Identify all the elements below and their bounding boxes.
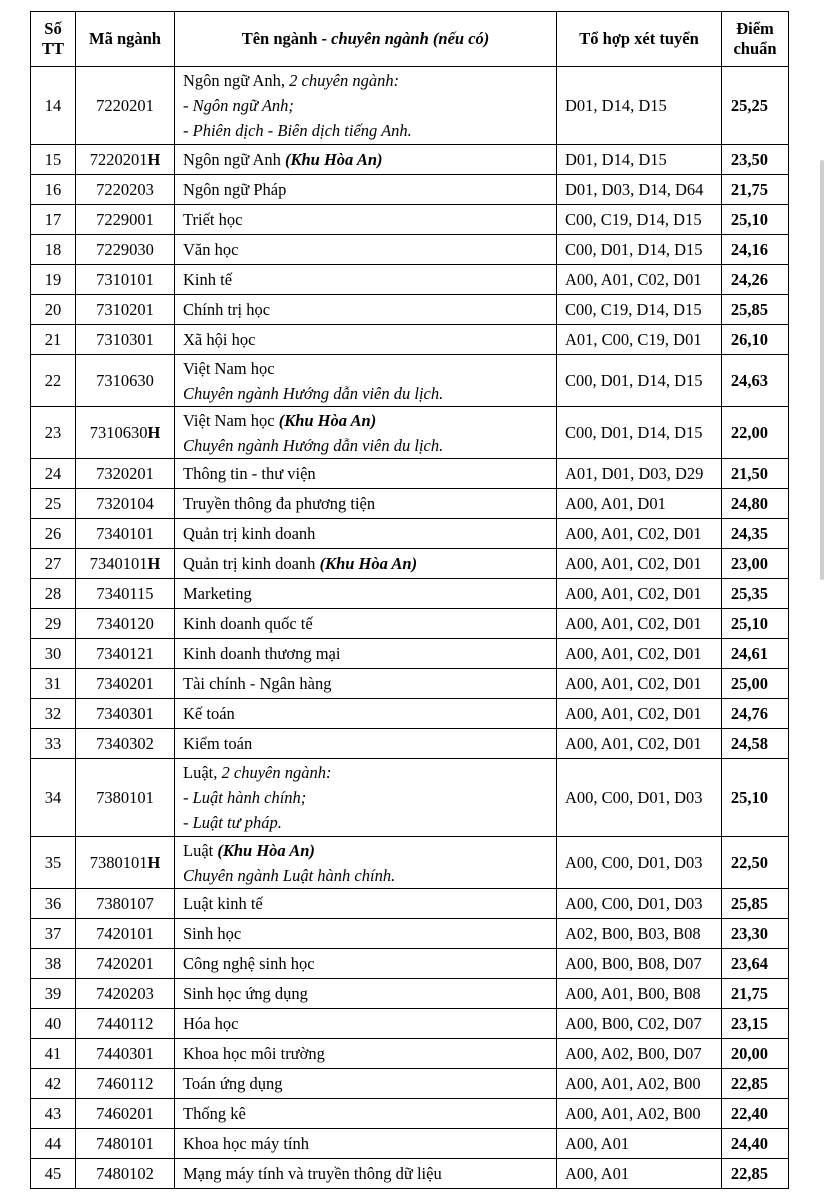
ma-nganh-suffix: H xyxy=(147,853,161,872)
cell-to-hop: A00, A01, D01 xyxy=(557,489,722,519)
ten-nganh-line: Khoa học máy tính xyxy=(183,1134,310,1153)
cell-stt: 45 xyxy=(31,1159,76,1189)
cell-diem-chuan: 22,85 xyxy=(722,1159,789,1189)
cell-stt: 35 xyxy=(31,837,76,889)
ten-nganh-line: Khoa học môi trường xyxy=(183,1044,325,1063)
cell-ten-nganh xyxy=(175,729,557,759)
cell-ma-nganh: 7340120 xyxy=(76,609,175,639)
cell-ten-nganh xyxy=(175,979,557,1009)
table-row xyxy=(31,459,789,489)
cell-to-hop: A00, A01, C02, D01 xyxy=(557,265,722,295)
cell-to-hop: A02, B00, B03, B08 xyxy=(557,919,722,949)
cell-stt: 32 xyxy=(31,699,76,729)
cell-diem-chuan: 25,10 xyxy=(722,759,789,837)
cell-ten-nganh xyxy=(175,919,557,949)
cell-ma-nganh: 7310630H xyxy=(76,407,175,459)
table-row xyxy=(31,579,789,609)
scrollbar[interactable] xyxy=(820,160,824,580)
ten-nganh-line: Marketing xyxy=(183,584,252,603)
cell-stt: 17 xyxy=(31,205,76,235)
table-row xyxy=(31,1159,789,1189)
table-row xyxy=(31,759,789,837)
table-header-row xyxy=(31,12,789,67)
table-row xyxy=(31,175,789,205)
ten-nganh-line: Kinh doanh quốc tế xyxy=(183,614,313,633)
cell-diem-chuan: 25,25 xyxy=(722,67,789,145)
ten-nganh-line: Luật kinh tế xyxy=(183,894,263,913)
cell-ma-nganh: 7340101 xyxy=(76,519,175,549)
cell-diem-chuan: 25,35 xyxy=(722,579,789,609)
cell-diem-chuan: 24,16 xyxy=(722,235,789,265)
cell-ten-nganh xyxy=(175,459,557,489)
cell-ten-nganh xyxy=(175,889,557,919)
table-body xyxy=(31,67,789,1189)
ten-nganh-line: Truyền thông đa phương tiện xyxy=(183,494,376,513)
ten-nganh-line: Chính trị học xyxy=(183,300,271,319)
cell-stt: 43 xyxy=(31,1099,76,1129)
ten-nganh-line: Chuyên ngành Hướng dẫn viên du lịch. xyxy=(183,383,444,403)
ma-nganh-suffix: H xyxy=(147,423,161,442)
ten-nganh-line: Việt Nam học xyxy=(183,358,275,378)
cell-ten-nganh xyxy=(175,265,557,295)
cell-ten-nganh xyxy=(175,699,557,729)
cell-stt: 31 xyxy=(31,669,76,699)
cell-to-hop: A00, B00, C02, D07 xyxy=(557,1009,722,1039)
table-row xyxy=(31,979,789,1009)
cell-diem-chuan: 25,10 xyxy=(722,205,789,235)
cell-ma-nganh: 7220203 xyxy=(76,175,175,205)
ten-nganh-line: - Luật hành chính; xyxy=(183,788,307,807)
ten-nganh-line: Sinh học xyxy=(183,924,242,943)
cell-ma-nganh: 7320104 xyxy=(76,489,175,519)
cell-to-hop: A00, A01, C02, D01 xyxy=(557,519,722,549)
cell-ten-nganh xyxy=(175,1039,557,1069)
table-row xyxy=(31,669,789,699)
cell-to-hop: A00, A02, B00, D07 xyxy=(557,1039,722,1069)
ten-nganh-line: Công nghệ sinh học xyxy=(183,954,315,973)
cell-ma-nganh: 7460112 xyxy=(76,1069,175,1099)
ten-nganh-line: Xã hội học xyxy=(183,330,256,349)
cell-ten-nganh xyxy=(175,639,557,669)
ten-nganh-line: - Ngôn ngữ Anh; xyxy=(183,96,294,115)
cell-ten-nganh xyxy=(175,205,557,235)
cell-ten-nganh xyxy=(175,1099,557,1129)
cell-ma-nganh: 7480101 xyxy=(76,1129,175,1159)
ten-nganh-line: Kiểm toán xyxy=(183,734,253,753)
cell-ten-nganh xyxy=(175,235,557,265)
cell-diem-chuan: 21,75 xyxy=(722,175,789,205)
cell-diem-chuan: 22,00 xyxy=(722,407,789,459)
table-row xyxy=(31,729,789,759)
cell-ten-nganh xyxy=(175,1159,557,1189)
cell-ma-nganh: 7229030 xyxy=(76,235,175,265)
cell-ma-nganh: 7480102 xyxy=(76,1159,175,1189)
table-row xyxy=(31,295,789,325)
cell-stt: 42 xyxy=(31,1069,76,1099)
cell-ma-nganh: 7310630 xyxy=(76,355,175,407)
cell-diem-chuan: 24,63 xyxy=(722,355,789,407)
ten-nganh-line: Mạng máy tính và truyền thông dữ liệu xyxy=(183,1164,442,1183)
cell-ten-nganh xyxy=(175,489,557,519)
cell-to-hop: A01, C00, C19, D01 xyxy=(557,325,722,355)
cell-stt: 38 xyxy=(31,949,76,979)
table-row xyxy=(31,265,789,295)
header-to-hop: Tổ hợp xét tuyển xyxy=(557,12,722,67)
cell-ma-nganh: 7380101 xyxy=(76,759,175,837)
cell-ten-nganh xyxy=(175,579,557,609)
cell-to-hop: A00, A01, C02, D01 xyxy=(557,669,722,699)
cell-to-hop: A00, A01, A02, B00 xyxy=(557,1069,722,1099)
table-row xyxy=(31,1069,789,1099)
cell-stt: 39 xyxy=(31,979,76,1009)
ten-nganh-line: Toán ứng dụng xyxy=(183,1074,283,1093)
cell-ma-nganh: 7380101H xyxy=(76,837,175,889)
cell-ma-nganh: 7220201 xyxy=(76,67,175,145)
cell-ma-nganh: 7320201 xyxy=(76,459,175,489)
table-row xyxy=(31,519,789,549)
cell-stt: 21 xyxy=(31,325,76,355)
table-row xyxy=(31,489,789,519)
table-row xyxy=(31,699,789,729)
cell-ma-nganh: 7420101 xyxy=(76,919,175,949)
cell-ten-nganh xyxy=(175,1069,557,1099)
cell-stt: 16 xyxy=(31,175,76,205)
ma-nganh-suffix: H xyxy=(147,150,161,169)
cell-ma-nganh: 7310101 xyxy=(76,265,175,295)
table-row xyxy=(31,205,789,235)
cell-stt: 27 xyxy=(31,549,76,579)
table-row xyxy=(31,949,789,979)
cell-to-hop: D01, D14, D15 xyxy=(557,145,722,175)
cell-ten-nganh xyxy=(175,1129,557,1159)
ten-nganh-line: Chuyên ngành Luật hành chính. xyxy=(183,865,396,885)
cell-stt: 41 xyxy=(31,1039,76,1069)
cell-diem-chuan: 22,50 xyxy=(722,837,789,889)
header-ten-nganh: Tên ngành - chuyên ngành (nếu có) xyxy=(175,12,557,67)
cell-diem-chuan: 25,85 xyxy=(722,889,789,919)
ten-nganh-line: Luật (Khu Hòa An) xyxy=(183,840,315,860)
ten-nganh-line: Luật, 2 chuyên ngành: xyxy=(183,763,332,782)
ten-nganh-line: Sinh học ứng dụng xyxy=(183,984,308,1003)
cell-ma-nganh: 7220201H xyxy=(76,145,175,175)
cell-to-hop: A00, C00, D01, D03 xyxy=(557,837,722,889)
cell-diem-chuan: 24,26 xyxy=(722,265,789,295)
cell-ten-nganh xyxy=(175,949,557,979)
table-row xyxy=(31,1009,789,1039)
cell-diem-chuan: 25,00 xyxy=(722,669,789,699)
cell-stt: 22 xyxy=(31,355,76,407)
ten-nganh-line: Kế toán xyxy=(183,704,235,723)
cell-ten-nganh xyxy=(175,519,557,549)
ten-nganh-line: Văn học xyxy=(183,240,239,259)
cell-to-hop: C00, D01, D14, D15 xyxy=(557,407,722,459)
cell-diem-chuan: 23,50 xyxy=(722,145,789,175)
ten-nganh-line: Ngôn ngữ Anh (Khu Hòa An) xyxy=(183,150,383,169)
cell-stt: 18 xyxy=(31,235,76,265)
cell-ten-nganh xyxy=(175,837,557,889)
table-row xyxy=(31,549,789,579)
cell-to-hop: A00, A01, C02, D01 xyxy=(557,609,722,639)
cell-to-hop: C00, D01, D14, D15 xyxy=(557,235,722,265)
cell-to-hop: A00, A01, A02, B00 xyxy=(557,1099,722,1129)
cell-diem-chuan: 22,85 xyxy=(722,1069,789,1099)
cell-stt: 33 xyxy=(31,729,76,759)
table-row xyxy=(31,609,789,639)
cell-ma-nganh: 7310201 xyxy=(76,295,175,325)
cell-ten-nganh xyxy=(175,145,557,175)
cell-to-hop: D01, D14, D15 xyxy=(557,67,722,145)
cell-to-hop: A00, A01 xyxy=(557,1129,722,1159)
cell-ten-nganh xyxy=(175,67,557,145)
cell-stt: 24 xyxy=(31,459,76,489)
cell-stt: 34 xyxy=(31,759,76,837)
cell-diem-chuan: 24,80 xyxy=(722,489,789,519)
cell-diem-chuan: 21,50 xyxy=(722,459,789,489)
cell-ma-nganh: 7340302 xyxy=(76,729,175,759)
table-row xyxy=(31,325,789,355)
table-row xyxy=(31,1099,789,1129)
table-row xyxy=(31,407,789,459)
cell-to-hop: A00, B00, B08, D07 xyxy=(557,949,722,979)
cell-ten-nganh xyxy=(175,549,557,579)
cell-to-hop: A00, A01, C02, D01 xyxy=(557,579,722,609)
cell-diem-chuan: 25,85 xyxy=(722,295,789,325)
cell-stt: 15 xyxy=(31,145,76,175)
table-row xyxy=(31,1039,789,1069)
cell-ten-nganh xyxy=(175,355,557,407)
cell-ma-nganh: 7420201 xyxy=(76,949,175,979)
cell-ma-nganh: 7340301 xyxy=(76,699,175,729)
cell-diem-chuan: 21,75 xyxy=(722,979,789,1009)
cell-stt: 25 xyxy=(31,489,76,519)
header-ma-nganh: Mã ngành xyxy=(76,12,175,67)
cell-diem-chuan: 23,64 xyxy=(722,949,789,979)
ten-nganh-line: Thống kê xyxy=(183,1104,246,1123)
cell-diem-chuan: 23,30 xyxy=(722,919,789,949)
cell-diem-chuan: 24,76 xyxy=(722,699,789,729)
cell-ten-nganh xyxy=(175,609,557,639)
cell-ma-nganh: 7340201 xyxy=(76,669,175,699)
ten-nganh-line: Kinh doanh thương mại xyxy=(183,644,341,663)
cell-to-hop: C00, C19, D14, D15 xyxy=(557,205,722,235)
cell-to-hop: A00, A01, C02, D01 xyxy=(557,729,722,759)
cell-stt: 30 xyxy=(31,639,76,669)
cell-stt: 40 xyxy=(31,1009,76,1039)
cell-ma-nganh: 7440301 xyxy=(76,1039,175,1069)
cell-to-hop: C00, C19, D14, D15 xyxy=(557,295,722,325)
cell-diem-chuan: 24,35 xyxy=(722,519,789,549)
cell-to-hop: A00, A01 xyxy=(557,1159,722,1189)
cell-to-hop: C00, D01, D14, D15 xyxy=(557,355,722,407)
cell-to-hop: A00, A01, C02, D01 xyxy=(557,699,722,729)
table-row xyxy=(31,145,789,175)
ten-nganh-line: Ngôn ngữ Pháp xyxy=(183,180,287,199)
cell-stt: 26 xyxy=(31,519,76,549)
cell-diem-chuan: 22,40 xyxy=(722,1099,789,1129)
ten-nganh-line: Việt Nam học (Khu Hòa An) xyxy=(183,410,377,430)
header-stt: Số TT xyxy=(31,12,76,67)
table-row xyxy=(31,355,789,407)
cell-to-hop: A00, A01, C02, D01 xyxy=(557,549,722,579)
cell-stt: 20 xyxy=(31,295,76,325)
ten-nganh-line: Ngôn ngữ Anh, 2 chuyên ngành: xyxy=(183,71,400,90)
cell-stt: 14 xyxy=(31,67,76,145)
cell-ma-nganh: 7440112 xyxy=(76,1009,175,1039)
cell-ma-nganh: 7340101H xyxy=(76,549,175,579)
cell-ten-nganh xyxy=(175,175,557,205)
cell-to-hop: A01, D01, D03, D29 xyxy=(557,459,722,489)
ten-nganh-line: Quản trị kinh doanh xyxy=(183,524,316,543)
table-row xyxy=(31,1129,789,1159)
cell-diem-chuan: 23,15 xyxy=(722,1009,789,1039)
ten-nganh-line: - Luật tư pháp. xyxy=(183,813,282,832)
cell-ten-nganh xyxy=(175,325,557,355)
header-diem-chuan: Điểm chuẩn xyxy=(722,12,789,67)
cell-ma-nganh: 7310301 xyxy=(76,325,175,355)
cell-ten-nganh xyxy=(175,1009,557,1039)
ten-nganh-line: Quản trị kinh doanh (Khu Hòa An) xyxy=(183,554,418,573)
table-row xyxy=(31,889,789,919)
ten-nganh-line: Hóa học xyxy=(183,1014,239,1033)
cell-ten-nganh xyxy=(175,295,557,325)
cell-stt: 44 xyxy=(31,1129,76,1159)
cell-stt: 23 xyxy=(31,407,76,459)
cell-ma-nganh: 7229001 xyxy=(76,205,175,235)
cell-ma-nganh: 7380107 xyxy=(76,889,175,919)
cell-ma-nganh: 7460201 xyxy=(76,1099,175,1129)
cell-stt: 19 xyxy=(31,265,76,295)
cell-ma-nganh: 7420203 xyxy=(76,979,175,1009)
cell-diem-chuan: 24,61 xyxy=(722,639,789,669)
cell-diem-chuan: 24,40 xyxy=(722,1129,789,1159)
cell-stt: 37 xyxy=(31,919,76,949)
ten-nganh-line: Chuyên ngành Hướng dẫn viên du lịch. xyxy=(183,435,444,455)
cell-ten-nganh xyxy=(175,669,557,699)
cell-to-hop: A00, C00, D01, D03 xyxy=(557,889,722,919)
cell-stt: 28 xyxy=(31,579,76,609)
cell-diem-chuan: 23,00 xyxy=(722,549,789,579)
ten-nganh-line: Triết học xyxy=(183,210,243,229)
cell-ma-nganh: 7340121 xyxy=(76,639,175,669)
cell-diem-chuan: 25,10 xyxy=(722,609,789,639)
table-row xyxy=(31,235,789,265)
table-row xyxy=(31,67,789,145)
ten-nganh-line: Kinh tế xyxy=(183,270,233,289)
table-row xyxy=(31,837,789,889)
admission-score-table-sheet xyxy=(30,11,788,1189)
cell-to-hop: D01, D03, D14, D64 xyxy=(557,175,722,205)
table-row xyxy=(31,919,789,949)
cell-diem-chuan: 20,00 xyxy=(722,1039,789,1069)
cell-to-hop: A00, A01, B00, B08 xyxy=(557,979,722,1009)
cell-stt: 36 xyxy=(31,889,76,919)
cell-to-hop: A00, A01, C02, D01 xyxy=(557,639,722,669)
cell-diem-chuan: 24,58 xyxy=(722,729,789,759)
cell-ten-nganh xyxy=(175,407,557,459)
cell-diem-chuan: 26,10 xyxy=(722,325,789,355)
admission-score-table xyxy=(30,11,789,1189)
cell-ten-nganh xyxy=(175,759,557,837)
ten-nganh-line: Tài chính - Ngân hàng xyxy=(183,674,332,693)
ma-nganh-suffix: H xyxy=(147,554,161,573)
cell-to-hop: A00, C00, D01, D03 xyxy=(557,759,722,837)
table-row xyxy=(31,639,789,669)
ten-nganh-line: Thông tin - thư viện xyxy=(183,464,316,483)
cell-stt: 29 xyxy=(31,609,76,639)
cell-ma-nganh: 7340115 xyxy=(76,579,175,609)
ten-nganh-line: - Phiên dịch - Biên dịch tiếng Anh. xyxy=(183,121,412,140)
